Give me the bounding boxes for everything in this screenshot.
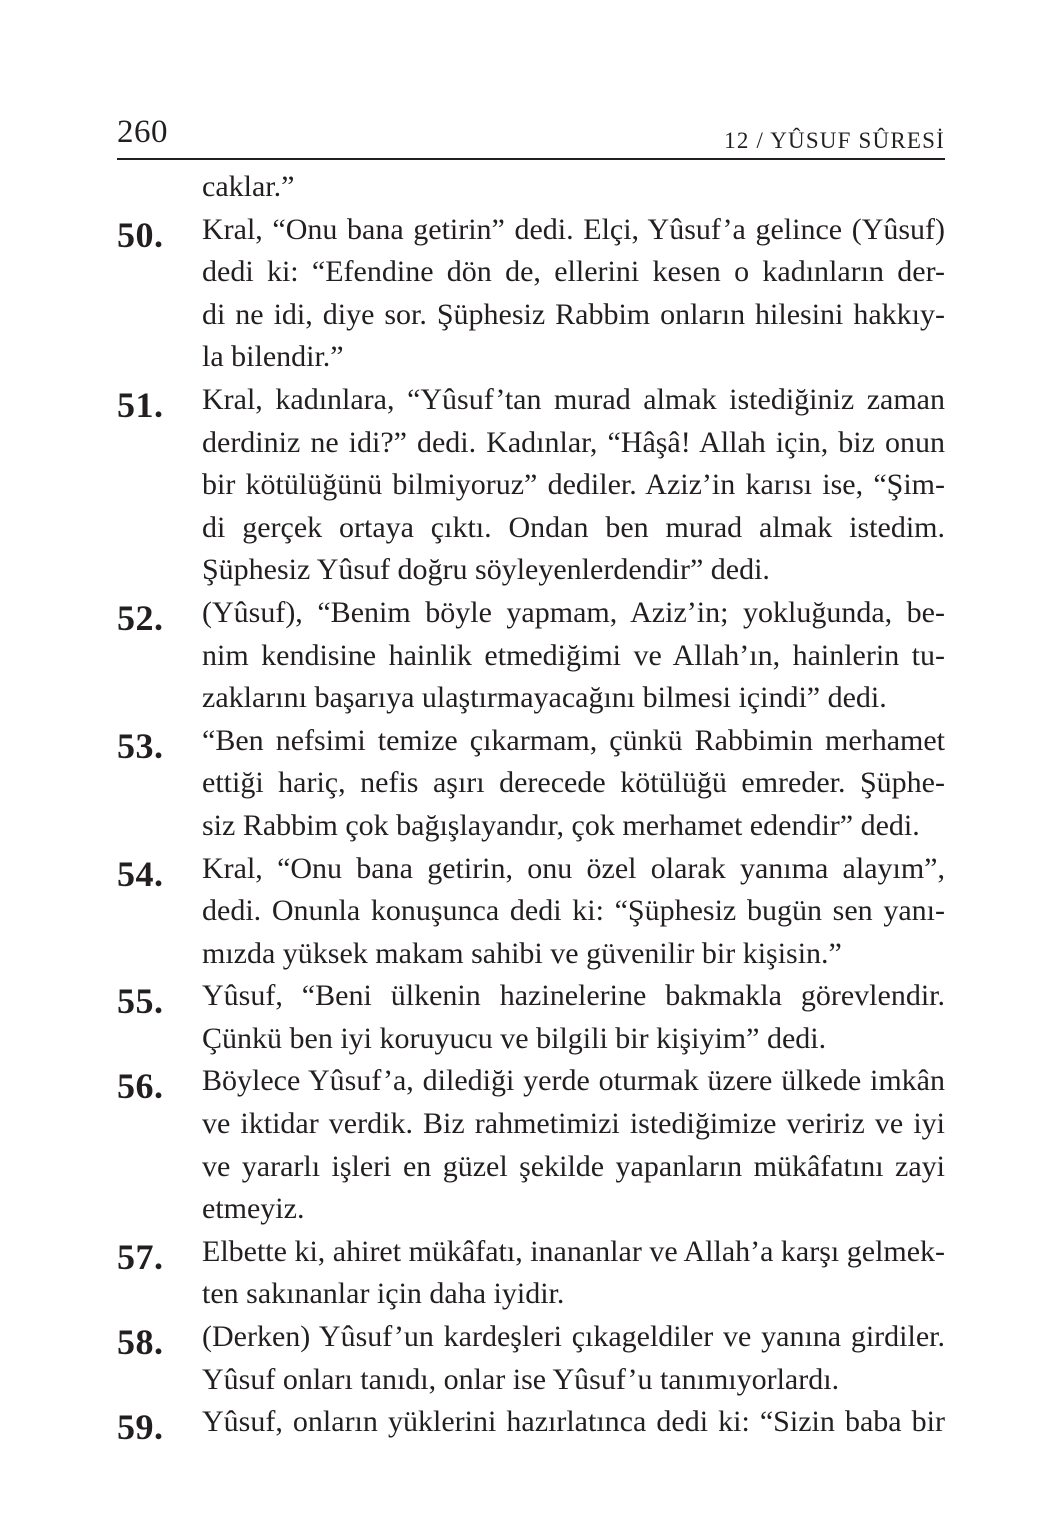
- text-line: (Derken) Yûsuf’un kardeşleri çıkageldiler ve yanına girdiler.: [202, 1320, 945, 1354]
- verse-text: [202, 1316, 945, 1401]
- text-line: Elbette ki, ahiret mükâfatı, inananlar ve Allah’a karşı gelmek-: [202, 1234, 946, 1268]
- text-line: “Ben nefsimi temize çıkarmam, çünkü Rabbimin merhamet: [202, 723, 945, 757]
- verse-text: [202, 975, 945, 1060]
- text-line: di gerçek ortaya çıktı. Ondan ben murad almak istedim.: [202, 510, 945, 544]
- text-line: siz Rabbim çok bağışlayandır, çok merhamet edendir” dedi.: [202, 808, 920, 842]
- verse-text: [202, 1060, 945, 1230]
- verse: [117, 166, 945, 209]
- verse-text: [202, 848, 945, 976]
- text-line: Yûsuf, onların yüklerini hazırlatınca dedi ki: “Sizin baba bir: [202, 1405, 945, 1439]
- text-line: ten sakınanlar için daha iyidir.: [202, 1277, 565, 1311]
- verse: [117, 975, 945, 1060]
- text-line: ve yararlı işleri en güzel şekilde yapanların mükâfatını zayi: [202, 1149, 945, 1183]
- text-line: derdiniz ne idi?” dedi. Kadınlar, “Hâşâ! Allah için, biz onun: [202, 425, 945, 459]
- text-line: Çünkü ben iyi koruyucu ve bilgili bir kişiyim” dedi.: [202, 1021, 827, 1055]
- verse-number: 59.: [117, 1407, 164, 1448]
- text-line: etmeyiz.: [202, 1192, 305, 1226]
- text-line: zaklarını başarıya ulaştırmayacağını bilmesi içindi” dedi.: [202, 681, 887, 715]
- verse: [117, 848, 945, 976]
- text-line: Kral, kadınlara, “Yûsuf’tan murad almak istediğiniz zaman: [202, 382, 945, 416]
- text-line: Şüphesiz Yûsuf doğru söyleyenlerdendir” dedi.: [202, 553, 770, 587]
- verse-number: 58.: [117, 1322, 164, 1363]
- verse-text: [202, 592, 945, 720]
- page-header: [117, 112, 945, 160]
- text-line: dedi ki: “Efendine dön de, ellerini kesen o kadınların der-: [202, 255, 945, 289]
- verse-text: [202, 379, 945, 592]
- text-line: Kral, “Onu bana getirin, onu özel olarak yanıma alayım”,: [202, 851, 945, 885]
- verse-text: [202, 1231, 945, 1316]
- verse: [117, 1401, 945, 1448]
- running-head: 12 / YÛSUF SÛRESİ: [724, 128, 945, 153]
- text-line: Böylece Yûsuf’a, dilediği yerde oturmak üzere ülkede imkân: [202, 1064, 945, 1098]
- verse: [117, 1060, 945, 1230]
- verse: [117, 209, 945, 379]
- verse: [117, 379, 945, 592]
- verse: [117, 592, 945, 720]
- text-line: caklar.”: [202, 170, 295, 203]
- text-line: la bilendir.”: [202, 340, 344, 374]
- verse-text: [202, 209, 945, 379]
- verse-text: [202, 1401, 945, 1444]
- verse-number: 52.: [117, 597, 164, 638]
- text-line: Kral, “Onu bana getirin” dedi. Elçi, Yûsuf’a gelince (Yûsuf): [202, 212, 945, 246]
- text-line: Yûsuf onları tanıdı, onlar ise Yûsuf’u tanımıyorlardı.: [202, 1362, 840, 1396]
- verse-number: 54.: [117, 853, 164, 894]
- text-line: nim kendisine hainlik etmediğimi ve Allah’ın, hainlerin tu-: [202, 638, 945, 672]
- page-number: 260: [117, 114, 168, 150]
- text-line: dedi. Onunla konuşunca dedi ki: “Şüphesiz bugün sen yanı-: [202, 894, 945, 928]
- verse-text: [202, 166, 945, 209]
- verse-number: 55.: [117, 981, 164, 1022]
- text-line: ettiği hariç, nefis aşırı derecede kötülüğü emreder. Şüphe-: [202, 766, 945, 800]
- verse-number: 53.: [117, 725, 164, 766]
- text-line: mızda yüksek makam sahibi ve güvenilir bir kişisin.”: [202, 936, 842, 970]
- text-line: bir kötülüğünü bilmiyoruz” dediler. Aziz’in karısı ise, “Şim-: [202, 468, 945, 502]
- verse-list: [117, 166, 946, 1448]
- text-line: (Yûsuf), “Benim böyle yapmam, Aziz’in; yokluğunda, be-: [202, 595, 945, 629]
- text-line: ve iktidar verdik. Biz rahmetimizi istediğimize veririz ve iyi: [202, 1107, 945, 1141]
- verse-number: 50.: [117, 214, 164, 255]
- verse-number: 51.: [117, 384, 164, 425]
- verse-number: 57.: [117, 1236, 164, 1277]
- text-line: di ne idi, diye sor. Şüphesiz Rabbim onların hilesini hakkıy-: [202, 297, 945, 331]
- verse-number: 56.: [117, 1066, 164, 1107]
- verse: [117, 1231, 945, 1316]
- text-line: Yûsuf, “Beni ülkenin hazinelerine bakmakla görevlendir.: [202, 979, 945, 1013]
- verse: [117, 720, 945, 848]
- verse-text: [202, 720, 945, 848]
- verse: [117, 1316, 945, 1401]
